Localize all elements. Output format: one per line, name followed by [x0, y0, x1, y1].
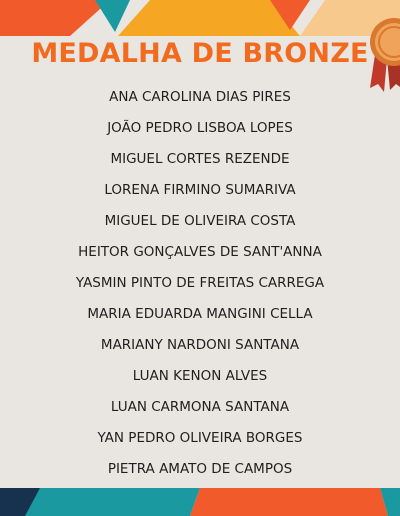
bottom-decorative-band [0, 488, 400, 516]
list-item: MARIA EDUARDA MANGINI CELLA [87, 306, 313, 322]
list-item: MIGUEL DE OLIVEIRA COSTA [104, 213, 296, 229]
list-item: ANA CAROLINA DIAS PIRES [109, 89, 291, 105]
list-item: YASMIN PINTO DE FREITAS CARREGA [75, 275, 325, 291]
list-item: JOÃO PEDRO LISBOA LOPES [107, 120, 293, 136]
list-item: LUAN CARMONA SANTANA [110, 399, 290, 415]
list-item: PIETRA AMATO DE CAMPOS [107, 461, 293, 477]
list-item: MIGUEL CORTES REZENDE [110, 151, 290, 167]
list-item: LORENA FIRMINO SUMARIVA [104, 182, 296, 198]
list-item: MARIANY NARDONI SANTANA [100, 337, 300, 353]
page-title: MEDALHA DE BRONZE [31, 38, 369, 69]
list-item: LUAN KENON ALVES [132, 368, 268, 384]
top-decorative-band [0, 0, 400, 36]
list-item: YAN PEDRO OLIVEIRA BORGES [97, 430, 303, 446]
bronze-medalist-list [0, 82, 400, 485]
list-item: HEITOR GONÇALVES DE SANT'ANNA [78, 244, 322, 260]
